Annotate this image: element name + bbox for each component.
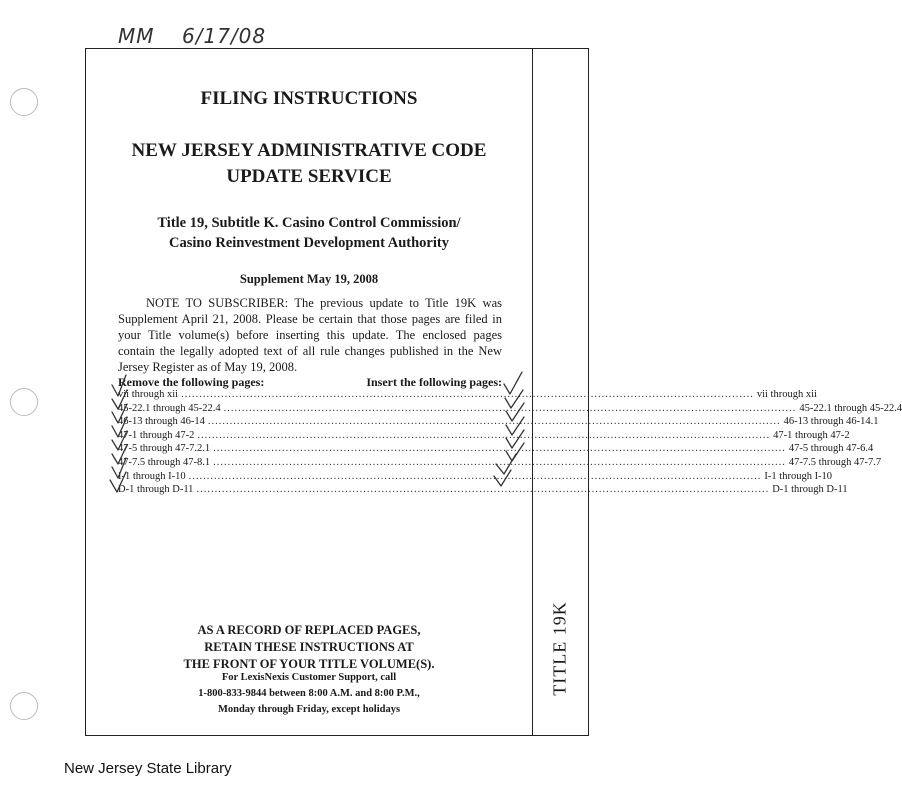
insert-cell: D-1 through D-11	[772, 484, 848, 496]
subtitle-line1: Title 19, Subtitle K. Casino Control Commission/	[157, 215, 461, 231]
customer-support	[85, 670, 533, 718]
remove-cell: D-1 through D-11	[118, 484, 194, 496]
subtitle	[85, 213, 533, 253]
side-title-text: TITLE 19K	[549, 600, 570, 696]
support-line1: For LexisNexis Customer Support, call	[221, 672, 397, 683]
record-line2: RETAIN THESE INSTRUCTIONS AT	[204, 640, 414, 654]
side-title-label	[531, 600, 589, 696]
support-line3: Monday through Friday, except holidays	[217, 704, 401, 715]
insert-cell: 45-22.1 through 45-22.4	[799, 402, 902, 414]
remove-cell: vii through xii	[118, 389, 179, 400]
punch-hole-top	[10, 88, 38, 116]
table-row	[118, 415, 879, 429]
record-line1: AS A RECORD OF REPLACED PAGES,	[197, 623, 421, 637]
table-row	[118, 470, 833, 484]
record-line3: THE FRONT OF YOUR TITLE VOLUME(S).	[183, 657, 435, 671]
table-row	[118, 429, 850, 443]
remove-cell: I-1 through I-10	[118, 470, 186, 482]
handwritten-date: 6/17/08	[182, 24, 267, 48]
insert-cell: 47-5 through 47-6.4	[788, 443, 874, 455]
insert-cell: I-1 through I-10	[764, 470, 833, 482]
remove-cell: 47-7.5 through 47-8.1	[118, 456, 211, 468]
code-title-line2: UPDATE SERVICE	[226, 166, 392, 187]
pages-table	[118, 388, 902, 497]
remove-cell: 47-5 through 47-7.2.1	[118, 443, 211, 455]
support-line2: 1-800-833-9844 between 8:00 A.M. and 8:00 P.M.,	[198, 688, 420, 699]
note-to-subscriber	[118, 295, 502, 375]
dot-leader: ..............................................................................................................................................................	[196, 484, 770, 496]
code-title	[85, 138, 533, 190]
table-row	[118, 456, 882, 470]
table-row	[118, 483, 848, 497]
remove-cell: 46-13 through 46-14	[118, 416, 205, 428]
insert-cell: 47-7.5 through 47-7.7	[788, 456, 882, 468]
punch-hole-bottom	[10, 692, 38, 720]
dot-leader: ..............................................................................................................................................................	[213, 456, 786, 468]
dot-leader: ..............................................................................................................................................................	[207, 416, 781, 428]
subtitle-line2: Casino Reinvestment Development Authority	[169, 235, 449, 251]
punch-hole-middle	[10, 388, 38, 416]
dot-leader: ..............................................................................................................................................................	[197, 429, 771, 441]
dot-leader: ..............................................................................................................................................................	[188, 470, 762, 482]
dot-leader: ..............................................................................................................................................................	[213, 443, 786, 455]
table-row	[118, 402, 902, 416]
code-title-line1: NEW JERSEY ADMINISTRATIVE CODE	[131, 140, 487, 161]
handwritten-initials: MM	[118, 24, 155, 48]
note-text: NOTE TO SUBSCRIBER: The previous update to Title 19K was Supplement April 21, 2008. Please be certain that those pages are filed in your Title volume(s) before inserting this update. The enclosed pages contain the legally adopted text of all rule changes published in the New Jersey Register as of May 19, 2008.	[118, 296, 502, 374]
dot-leader: ..............................................................................................................................................................	[181, 389, 754, 400]
remove-pages-header: Remove the following pages:	[118, 375, 265, 389]
insert-cell: vii through xii	[756, 389, 817, 400]
record-notice	[85, 622, 533, 673]
insert-cell: 47-1 through 47-2	[773, 429, 850, 441]
remove-cell: 45-22.1 through 45-22.4	[118, 402, 221, 414]
dot-leader: ..............................................................................................................................................................	[223, 402, 797, 414]
table-row	[118, 442, 874, 456]
supplement-date: Supplement May 19, 2008	[239, 272, 379, 286]
library-stamp: New Jersey State Library	[64, 760, 232, 777]
remove-cell: 47-1 through 47-2	[118, 429, 195, 441]
filing-title: FILING INSTRUCTIONS	[200, 88, 418, 109]
insert-pages-header: Insert the following pages:	[366, 375, 502, 389]
insert-cell: 46-13 through 46-14.1	[783, 416, 879, 428]
table-row	[118, 388, 817, 402]
